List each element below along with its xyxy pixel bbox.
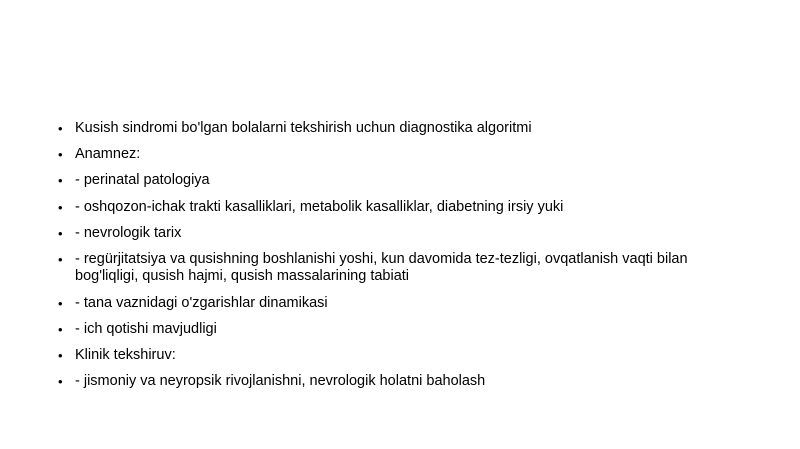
bullet-icon: •: [58, 348, 63, 363]
bullet-icon: •: [58, 321, 63, 337]
bullet-icon: •: [58, 147, 63, 163]
bullet-text: - nevrologik tarix: [75, 224, 182, 241]
bullet-text: Klinik tekshiruv:: [75, 347, 176, 363]
bullet-text: - oshqozon-ichak trakti kasalliklari, metabolik kasalliklar, diabetning irsiy yuki: [75, 198, 564, 215]
bullet-item: [58, 295, 748, 313]
bullet-item: [58, 146, 748, 164]
bullet-icon: •: [58, 295, 63, 311]
bullet-item: [58, 225, 748, 243]
bullet-item: [58, 120, 748, 138]
bullet-icon: •: [58, 251, 63, 267]
bullet-text: - perinatal patologiya: [75, 172, 210, 189]
bullet-text: - ich qotishi mavjudligi: [75, 320, 217, 337]
bullet-item: [58, 251, 748, 286]
bullet-item: [58, 199, 748, 217]
bullet-list: [58, 120, 748, 399]
bullet-item: [58, 373, 748, 391]
bullet-text: - jismoniy va neyropsik rivojlanishni, nevrologik holatni baholash: [75, 373, 486, 390]
bullet-icon: •: [58, 121, 63, 136]
bullet-icon: •: [58, 374, 63, 390]
bullet-icon: •: [58, 173, 63, 189]
bullet-icon: •: [58, 225, 63, 241]
bullet-text: - regürjitatsiya va qusishning boshlanishi yoshi, kun davomida tez-tezligi, ovqatlanish vaqti bilan bog'liqligi, qusish hajmi, qusish massalarining tabiati: [75, 250, 688, 285]
bullet-icon: •: [58, 199, 63, 215]
bullet-item: [58, 347, 748, 365]
bullet-text: Anamnez:: [75, 146, 141, 163]
bullet-text: - tana vaznidagi o'zgarishlar dinamikasi: [75, 294, 328, 311]
bullet-item: [58, 321, 748, 339]
bullet-text: Kusish sindromi bo'lgan bolalarni tekshirish uchun diagnostika algoritmi: [75, 120, 532, 136]
bullet-item: [58, 172, 748, 190]
